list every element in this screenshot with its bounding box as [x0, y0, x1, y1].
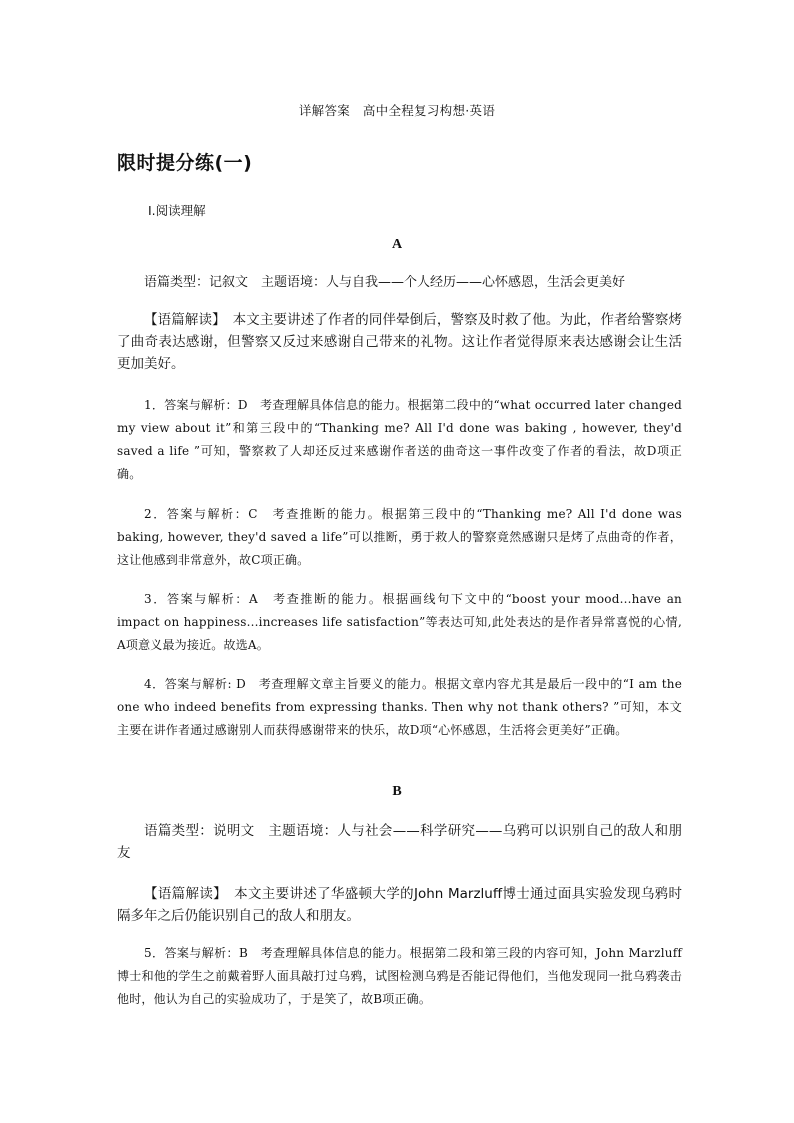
genre-text: 语篇类型：说明文 主题语境：人与社会——科学研究——乌鸦可以识别自己的敌人和朋友: [117, 823, 682, 861]
part-heading-b: B: [392, 784, 402, 799]
answer-1: [117, 394, 682, 486]
genre-line-b: [117, 820, 682, 864]
analysis-paragraph-b: [117, 883, 682, 927]
analysis-body: 本文主要讲述了华盛顿大学的John Marzluff博士通过面具实验发现乌鸦时隔多年之后仍能识别自己的敌人和朋友。: [117, 886, 683, 924]
genre-line-a: [117, 272, 682, 293]
section-label: Ⅰ.阅读理解: [148, 203, 206, 218]
part-heading-a: A: [391, 237, 403, 252]
analysis-paragraph-a: [117, 309, 682, 375]
answer-text: 5．答案与解析：B 考查理解具体信息的能力。根据第二段和第三段的内容可知，John Marzluff博士和他的学生之前戴着野人面具敲打过乌鸦，试图检测乌鸦是否能记得他们，当他发现同一批乌鸦袭击他时，他认为自己的实验成功了，于是笑了，故B项正确。: [117, 946, 682, 1006]
genre-text: 语篇类型：记叙文 主题语境：人与自我——个人经历——心怀感恩，生活会更美好: [144, 275, 626, 290]
answer-text: 3．答案与解析：A 考查推断的能力。根据画线句下文中的“boost your mood...have an impact on happiness...increases life satisfaction”等表达可知,此处表达的是作者异常喜悦的心情, A项意义最为接近。故选A。: [117, 592, 682, 652]
answer-text: 2．答案与解析：C 考查推断的能力。根据第三段中的“Thanking me? All I'd done was baking, however, they'd saved a life”可以推断，勇于救人的警察竟然感谢只是烤了点曲奇的作者，这让他感到非常意外，故C项正确。: [117, 507, 682, 567]
answer-text: 1．答案与解析：D 考查理解具体信息的能力。根据第二段中的“what occurred later changed my view about it”和第三段中的“Thanking me? All I'd done was baking , however, they'd saved a life ”可知，警察救了人却还反过来感谢作者送的曲奇这一事件改变了作者的看法，故D项正确。: [117, 398, 682, 481]
analysis-label: 【语篇解读】: [144, 886, 221, 902]
analysis-text: [117, 309, 682, 375]
analysis-label: 【语篇解读】: [144, 312, 219, 328]
answer-text: 4．答案与解析: D 考查理解文章主旨要义的能力。根据文章内容尤其是最后一段中的“I am the one who indeed benefits from expressing thanks. Then why not thank others? ”可知，本文主要在讲作者通过感谢别人而获得感谢带来的快乐，故D项“心怀感恩，生活将会更美好”正确。: [117, 677, 682, 737]
answer-4: [117, 673, 682, 742]
answer-2: [117, 503, 682, 572]
answer-5: [117, 942, 682, 1011]
page-title: 限时提分练(一): [117, 152, 253, 174]
answer-3: [117, 588, 682, 657]
analysis-body: 本文主要讲述了作者的同伴晕倒后，警察及时救了他。为此，作者给警察烤了曲奇表达感谢，但警察又反过来感谢自己带来的礼物。这让作者觉得原来表达感谢会让生活更加美好。: [117, 312, 683, 372]
running-header: 详解答案 高中全程复习构想·英语: [298, 103, 496, 118]
analysis-text: [117, 883, 682, 927]
